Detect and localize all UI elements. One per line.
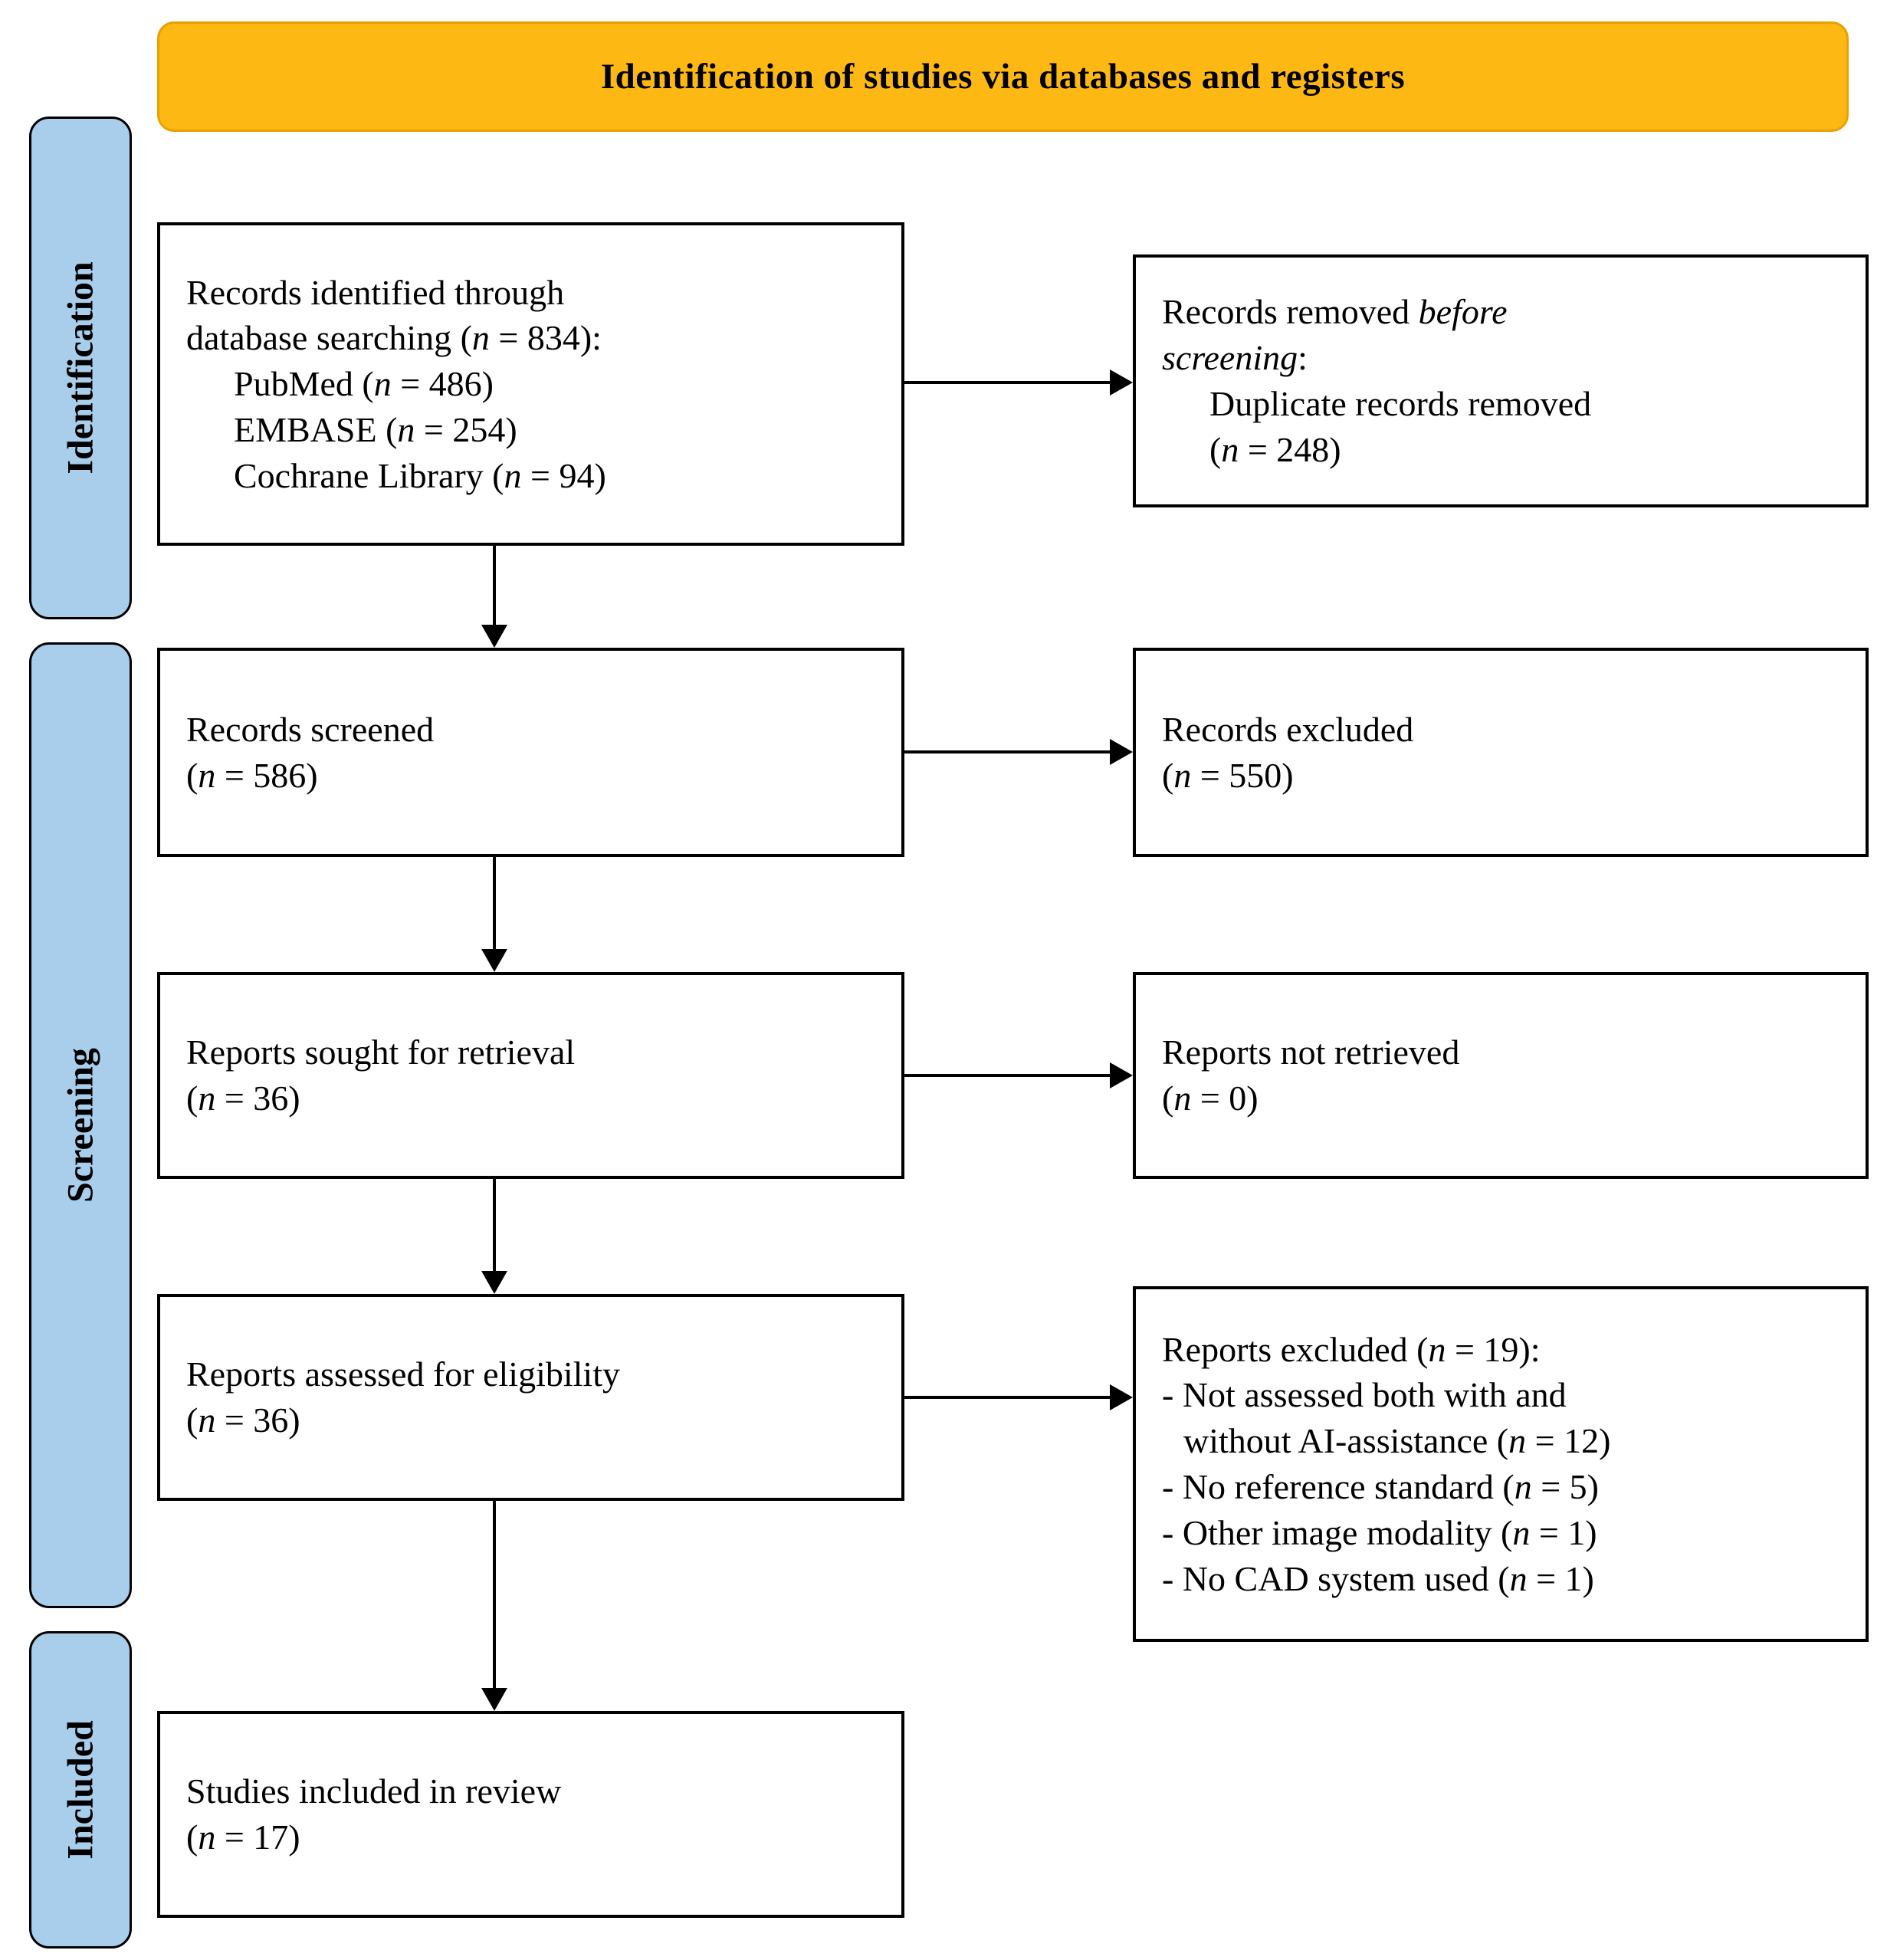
box-reports-not-retrieved — [1133, 972, 1869, 1179]
box-reports-excluded — [1133, 1286, 1869, 1642]
arrow-screened-to-sought-head — [481, 949, 507, 972]
box-records-removed — [1133, 254, 1869, 507]
arrow-identified-to-removed-head — [1110, 369, 1133, 396]
box-reports-sought — [157, 972, 904, 1179]
text-line: (n = 586) — [186, 755, 318, 795]
text-line: - No CAD system used (n = 1) — [1162, 1558, 1594, 1598]
arrow-sought-to-not-retrieved-line — [904, 1074, 1110, 1077]
text-line: Reports excluded (n = 19): — [1162, 1329, 1541, 1369]
box-records-identified — [157, 222, 904, 546]
arrow-assessed-to-reports-excluded-line — [904, 1396, 1110, 1399]
text-line: Duplicate records removed — [1209, 384, 1592, 423]
stage-screening — [29, 642, 132, 1608]
arrow-assessed-to-included-line — [493, 1501, 496, 1688]
arrow-assessed-to-reports-excluded-head — [1110, 1384, 1133, 1410]
arrow-screened-to-sought-line — [493, 857, 496, 949]
text-line: (n = 17) — [186, 1817, 300, 1857]
arrow-sought-to-assessed-head — [481, 1271, 507, 1294]
text-line: (n = 248) — [1209, 429, 1341, 469]
arrow-identified-to-removed-line — [904, 381, 1110, 384]
arrow-identified-to-screened-head — [481, 625, 507, 648]
stage-identification-label: Identification — [60, 261, 101, 474]
text-line: Records identified through — [186, 272, 565, 312]
arrow-identified-to-screened-line — [493, 546, 496, 625]
box-reports-assessed — [157, 1294, 904, 1501]
box-records-excluded — [1133, 648, 1869, 857]
text-line: Records excluded — [1162, 709, 1414, 749]
text-line: screening: — [1162, 338, 1308, 378]
text-line: (n = 36) — [186, 1400, 300, 1440]
arrow-sought-to-not-retrieved-head — [1110, 1062, 1133, 1088]
text-line: Reports assessed for eligibility — [186, 1354, 620, 1394]
text-line: PubMed (n = 486) — [234, 364, 494, 404]
text-line: Studies included in review — [186, 1771, 562, 1811]
text-line: EMBASE (n = 254) — [234, 409, 517, 449]
arrow-screened-to-excluded-line — [904, 750, 1110, 753]
arrow-assessed-to-included-head — [481, 1688, 507, 1711]
stage-included-label: Included — [60, 1720, 101, 1860]
text-line: Reports not retrieved — [1162, 1033, 1460, 1072]
text-line: (n = 0) — [1162, 1078, 1259, 1118]
arrow-screened-to-excluded-head — [1110, 739, 1133, 765]
box-studies-included — [157, 1711, 904, 1918]
text-line: - Not assessed both with and — [1162, 1375, 1567, 1415]
text-line: - No reference standard (n = 5) — [1162, 1467, 1599, 1506]
banner-title: Identification of studies via databases and registers — [600, 57, 1406, 97]
box-records-screened — [157, 648, 904, 857]
arrow-sought-to-assessed-line — [493, 1179, 496, 1271]
text-line: database searching (n = 834): — [186, 318, 602, 358]
text-line: Records removed before — [1162, 292, 1508, 332]
stage-included — [29, 1631, 132, 1949]
stage-screening-label: Screening — [60, 1048, 101, 1203]
text-line: without AI-assistance (n = 12) — [1183, 1421, 1611, 1461]
stage-identification — [29, 117, 132, 619]
text-line: - Other image modality (n = 1) — [1162, 1512, 1597, 1552]
text-line: Reports sought for retrieval — [186, 1033, 576, 1072]
text-line: (n = 550) — [1162, 755, 1294, 795]
banner — [157, 21, 1849, 132]
text-line: (n = 36) — [186, 1078, 300, 1118]
text-line: Records screened — [186, 709, 435, 749]
text-line: Cochrane Library (n = 94) — [234, 455, 606, 495]
